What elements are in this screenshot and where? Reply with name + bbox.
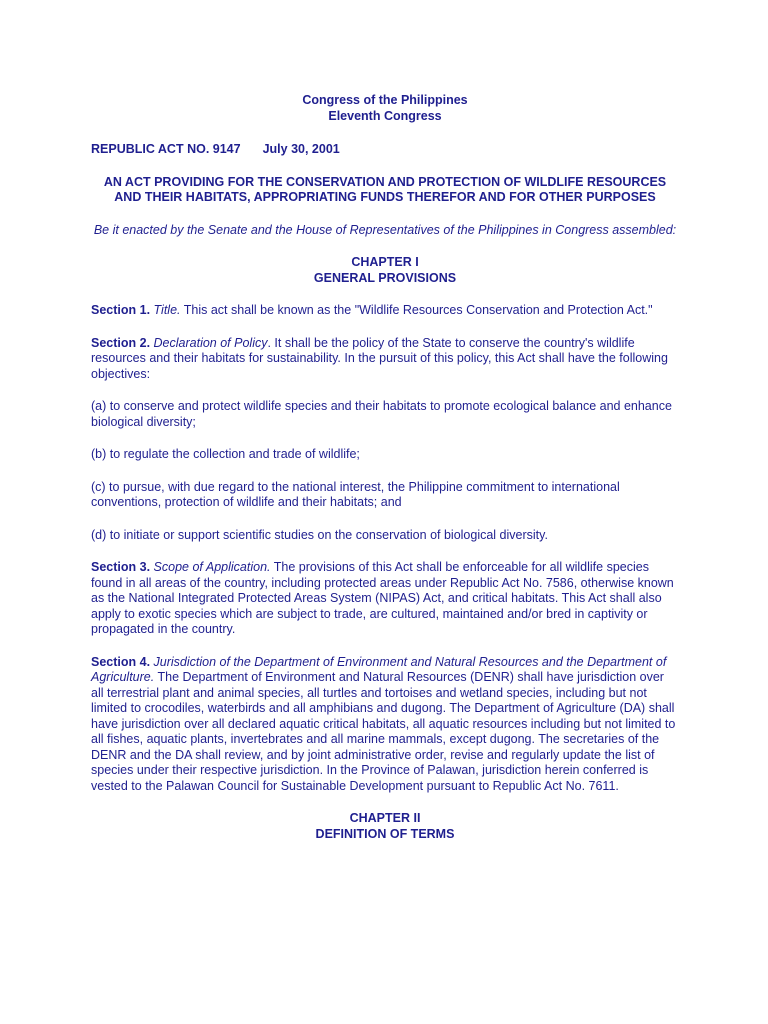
section-text: . It shall be the policy of the State to conserve the country's wildlife resources and their habitats for sustainability. In the pursuit of this policy, this Act shall have the following objectives:	[91, 335, 668, 381]
section-2	[91, 336, 679, 383]
chapter-number: CHAPTER II	[349, 811, 421, 825]
section-label: Section 2.	[91, 335, 151, 350]
document-header	[91, 93, 679, 124]
chapter-heading-2	[91, 811, 679, 842]
objective-c: (c) to pursue, with due regard to the national interest, the Philippine commitment to international conventions, protection of wildlife and their habitats; and	[91, 479, 620, 509]
section-3	[91, 560, 679, 638]
act-title: AN ACT PROVIDING FOR THE CONSERVATION AND PROTECTION OF WILDLIFE RESOURCES AND THEIR HABITATS, APPROPRIATING FUNDS THEREFOR AND FOR OTHER PURPOSES	[103, 174, 667, 204]
section-heading: Title.	[153, 303, 181, 317]
section-4	[91, 655, 679, 795]
section-heading: Declaration of Policy	[153, 335, 268, 350]
objective-a: (a) to conserve and protect wildlife species and their habitats to promote ecological balance and enhance biological diversity;	[91, 399, 672, 429]
congress-session: Eleventh Congress	[328, 108, 442, 123]
chapter-name: DEFINITION OF TERMS	[315, 826, 455, 841]
objective-d: (d) to initiate or support scientific studies on the conservation of biological diversity.	[91, 527, 548, 542]
document-body	[91, 93, 679, 842]
section-text: The Department of Environment and Natural Resources (DENR) shall have jurisdiction over all terrestrial plant and animal species, all turtles and tortoises and wetland species, including but not limited to crocodiles, waterbirds and all amphibians and dugong. The Department of Agriculture (DA) shall have jurisdiction over all declared aquatic critical habitats, all aquatic resources including but not limited to all fishes, aquatic plants, invertebrates and all marine mammals, except dugong. The secretaries of the DENR and the DA shall review, and by joint administrative order, revise and regularly update the list of species under their respective jurisdiction. In the Province of Palawan, jurisdiction herein conferred is vested to the Palawan Council for Sustainable Development pursuant to Republic Act No. 7611.	[91, 670, 676, 793]
section-label: Section 4.	[91, 654, 151, 669]
chapter-number: CHAPTER I	[351, 255, 419, 269]
congress-name: Congress of the Philippines	[302, 93, 468, 107]
section-1	[91, 303, 679, 319]
enacting-clause: Be it enacted by the Senate and the House of Representatives of the Philippines in Congress assembled:	[93, 222, 677, 237]
act-number-line	[91, 142, 679, 158]
section-heading: Scope of Application.	[153, 560, 271, 574]
act-date: July 30, 2001	[262, 142, 340, 156]
section-label: Section 3.	[91, 560, 151, 574]
section-text: The provisions of this Act shall be enforceable for all wildlife species found in all areas of the country, including protected areas under Republic Act No. 7586, otherwise known as the National Integrated Protected Areas System (NIPAS) Act, and critical habitats. This Act shall also apply to exotic species which are subject to trade, are cultured, maintained and/or bred in captivity or propagated in the country.	[91, 560, 674, 636]
section-text: This act shall be known as the "Wildlife Resources Conservation and Protection Act."	[183, 303, 653, 317]
act-number: REPUBLIC ACT NO. 9147	[91, 142, 241, 156]
section-label: Section 1.	[91, 303, 151, 317]
chapter-name: GENERAL PROVISIONS	[313, 270, 457, 285]
objective-b: (b) to regulate the collection and trade of wildlife;	[91, 447, 360, 461]
section-heading: Jurisdiction of the Department of Environment and Natural Resources and the Department of Agriculture.	[91, 654, 667, 684]
chapter-heading-1	[91, 255, 679, 286]
